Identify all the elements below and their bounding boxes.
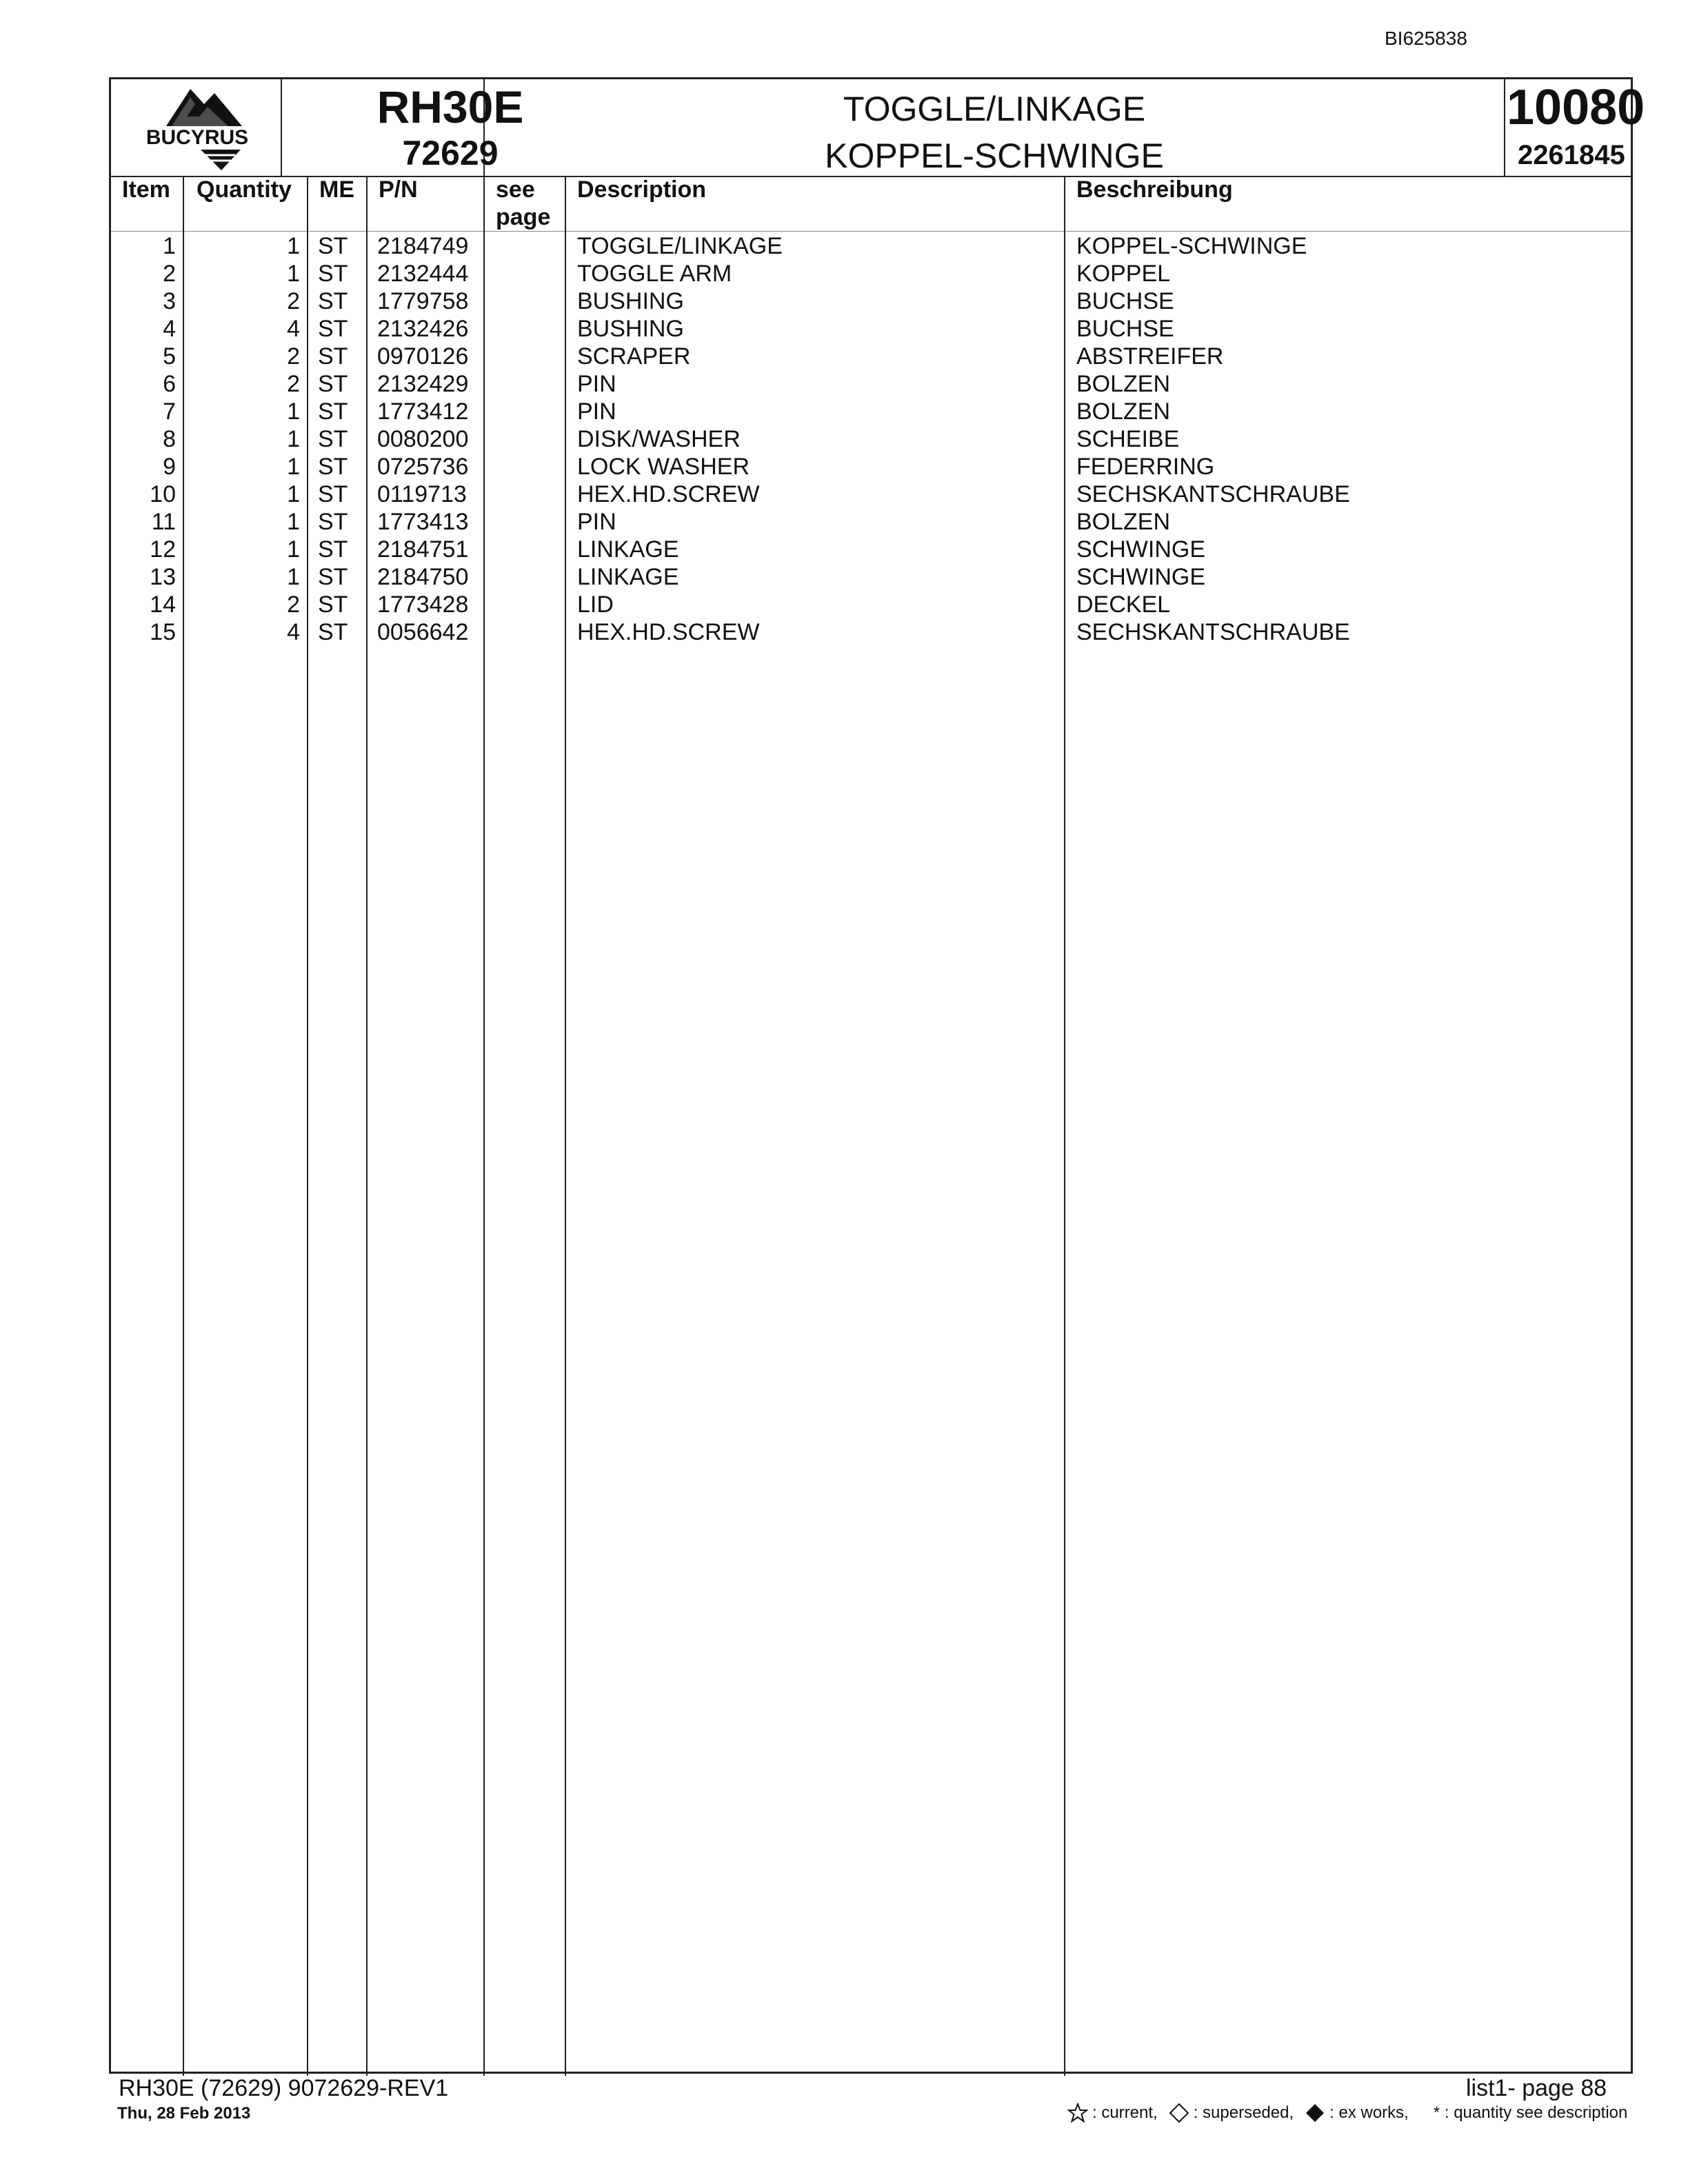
logo-text: BUCYRUS — [145, 126, 249, 149]
parts-table-body — [111, 232, 1635, 646]
col-header-quantity: Quantity — [197, 176, 292, 203]
star-outline-icon — [1067, 2103, 1088, 2123]
col-header-item: Item — [122, 176, 170, 203]
table-row: 3 2 ST 1779758 BUSHING BUCHSE — [163, 288, 1174, 314]
table-row: 4 4 ST 2132426 BUSHING BUCHSE — [163, 316, 1174, 342]
parts-list-sheet — [109, 77, 1645, 2074]
table-row: 2 1 ST 2132444 TOGGLE ARM KOPPEL — [163, 261, 1171, 287]
column-header-line — [111, 231, 1631, 232]
assembly-title-de: KOPPEL-SCHWINGE — [825, 136, 1164, 175]
table-row: 13 1 ST 2184750 LINKAGE SCHWINGE — [150, 564, 1205, 590]
col-header-see-page: see page — [496, 176, 551, 230]
table-row: 9 1 ST 0725736 LOCK WASHER FEDERRING — [163, 454, 1215, 480]
col-header-description: Description — [577, 176, 707, 203]
footer-page-number: list1- page 88 — [1466, 2075, 1607, 2101]
legend-current-label: : current, — [1092, 2103, 1158, 2122]
group-number: 10080 — [1507, 80, 1645, 135]
footer-date: Thu, 28 Feb 2013 — [117, 2104, 251, 2123]
table-row: 6 2 ST 2132429 PIN BOLZEN — [163, 371, 1171, 397]
table-row: 8 1 ST 0080200 DISK/WASHER SCHEIBE — [163, 426, 1180, 452]
table-row: 10 1 ST 0119713 HEX.HD.SCREW SECHSKANTSCHRAUBE — [150, 481, 1350, 507]
table-row: 15 4 ST 0056642 HEX.HD.SCREW SECHSKANTSCHRAUBE — [150, 619, 1350, 645]
table-row: 1 1 ST 2184749 TOGGLE/LINKAGE KOPPEL-SCHWINGE — [163, 233, 1307, 259]
assembly-title-en: TOGGLE/LINKAGE — [843, 90, 1146, 128]
table-row: 12 1 ST 2184751 LINKAGE SCHWINGE — [150, 536, 1205, 563]
diamond-filled-icon — [1305, 2103, 1325, 2123]
legend-exworks-label: : ex works, — [1329, 2103, 1409, 2122]
bucyrus-logo — [118, 83, 277, 176]
col-header-pn: P/N — [379, 176, 418, 203]
table-row: 11 1 ST 1773413 PIN BOLZEN — [151, 509, 1171, 535]
footer-document-ref: RH30E (72629) 9072629-REV1 — [119, 2075, 449, 2101]
symbol-legend — [1067, 2103, 1633, 2123]
legend-superseded-label: : superseded, — [1193, 2103, 1294, 2122]
model-name: RH30E — [376, 81, 524, 132]
diamond-outline-icon — [1169, 2103, 1189, 2123]
table-row: 14 2 ST 1773428 LID DECKEL — [150, 592, 1171, 618]
table-row: 5 2 ST 0970126 SCRAPER ABSTREIFER — [163, 343, 1224, 370]
table-row: 7 1 ST 1773412 PIN BOLZEN — [163, 398, 1171, 425]
header-divider — [1504, 79, 1505, 176]
model-number: 72629 — [402, 134, 499, 172]
group-part-number: 2261845 — [1518, 140, 1625, 170]
legend-quantity-label: * : quantity see description — [1433, 2103, 1628, 2122]
document-id: BI625838 — [1385, 28, 1467, 49]
col-header-me: ME — [319, 176, 354, 203]
col-header-beschreibung: Beschreibung — [1076, 176, 1233, 203]
header-divider — [281, 79, 282, 176]
